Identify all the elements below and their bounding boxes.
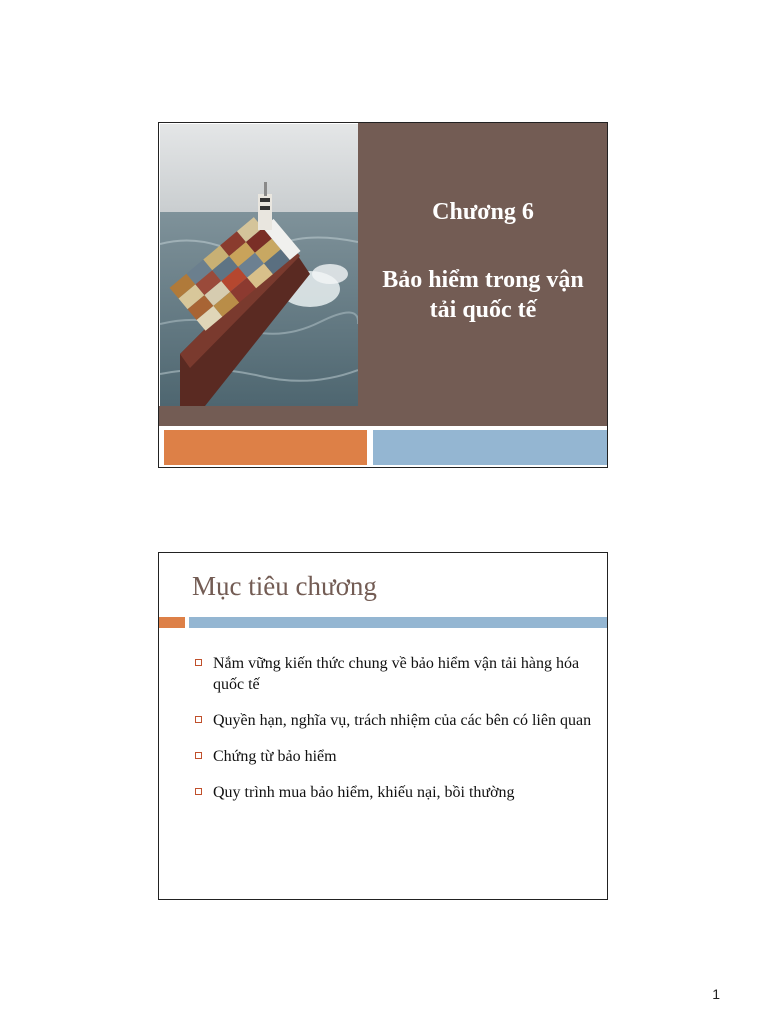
photo-bottom-strip: [159, 406, 358, 426]
heading-rule-orange: [159, 617, 185, 628]
square-bullet-icon: [195, 659, 202, 666]
slide-objectives: [158, 552, 608, 900]
list-item-text: Quy trình mua bảo hiểm, khiếu nại, bồi thường: [213, 784, 515, 801]
square-bullet-icon: [195, 716, 202, 723]
blue-accent-bar: [373, 430, 608, 465]
list-item-text: Chứng từ bảo hiểm: [213, 748, 337, 765]
orange-accent-bar: [164, 430, 367, 465]
list-item-text: Quyền hạn, nghĩa vụ, trách nhiệm của các bên có liên quan: [213, 712, 592, 729]
objectives-list: [195, 653, 600, 818]
container-ship-photo: [160, 124, 358, 406]
slide-title: [158, 122, 608, 468]
list-item: [195, 746, 600, 767]
heading-rule-blue: [189, 617, 608, 628]
list-item: [195, 710, 600, 731]
list-item: [195, 653, 600, 695]
chapter-title: [358, 265, 608, 325]
chapter-title-line-1: Bảo hiểm trong vận: [382, 267, 584, 293]
chapter-title-line-2: tải quốc tế: [429, 297, 537, 323]
chapter-heading: Chương 6: [432, 199, 534, 225]
page-number: 1: [712, 986, 720, 1002]
list-item: [195, 782, 600, 803]
square-bullet-icon: [195, 788, 202, 795]
square-bullet-icon: [195, 752, 202, 759]
list-item-text: Nắm vững kiến thức chung về bảo hiểm vận tải hàng hóa quốc tế: [213, 655, 580, 693]
slide-heading: Mục tiêu chương: [192, 571, 377, 601]
title-panel: [358, 123, 608, 426]
